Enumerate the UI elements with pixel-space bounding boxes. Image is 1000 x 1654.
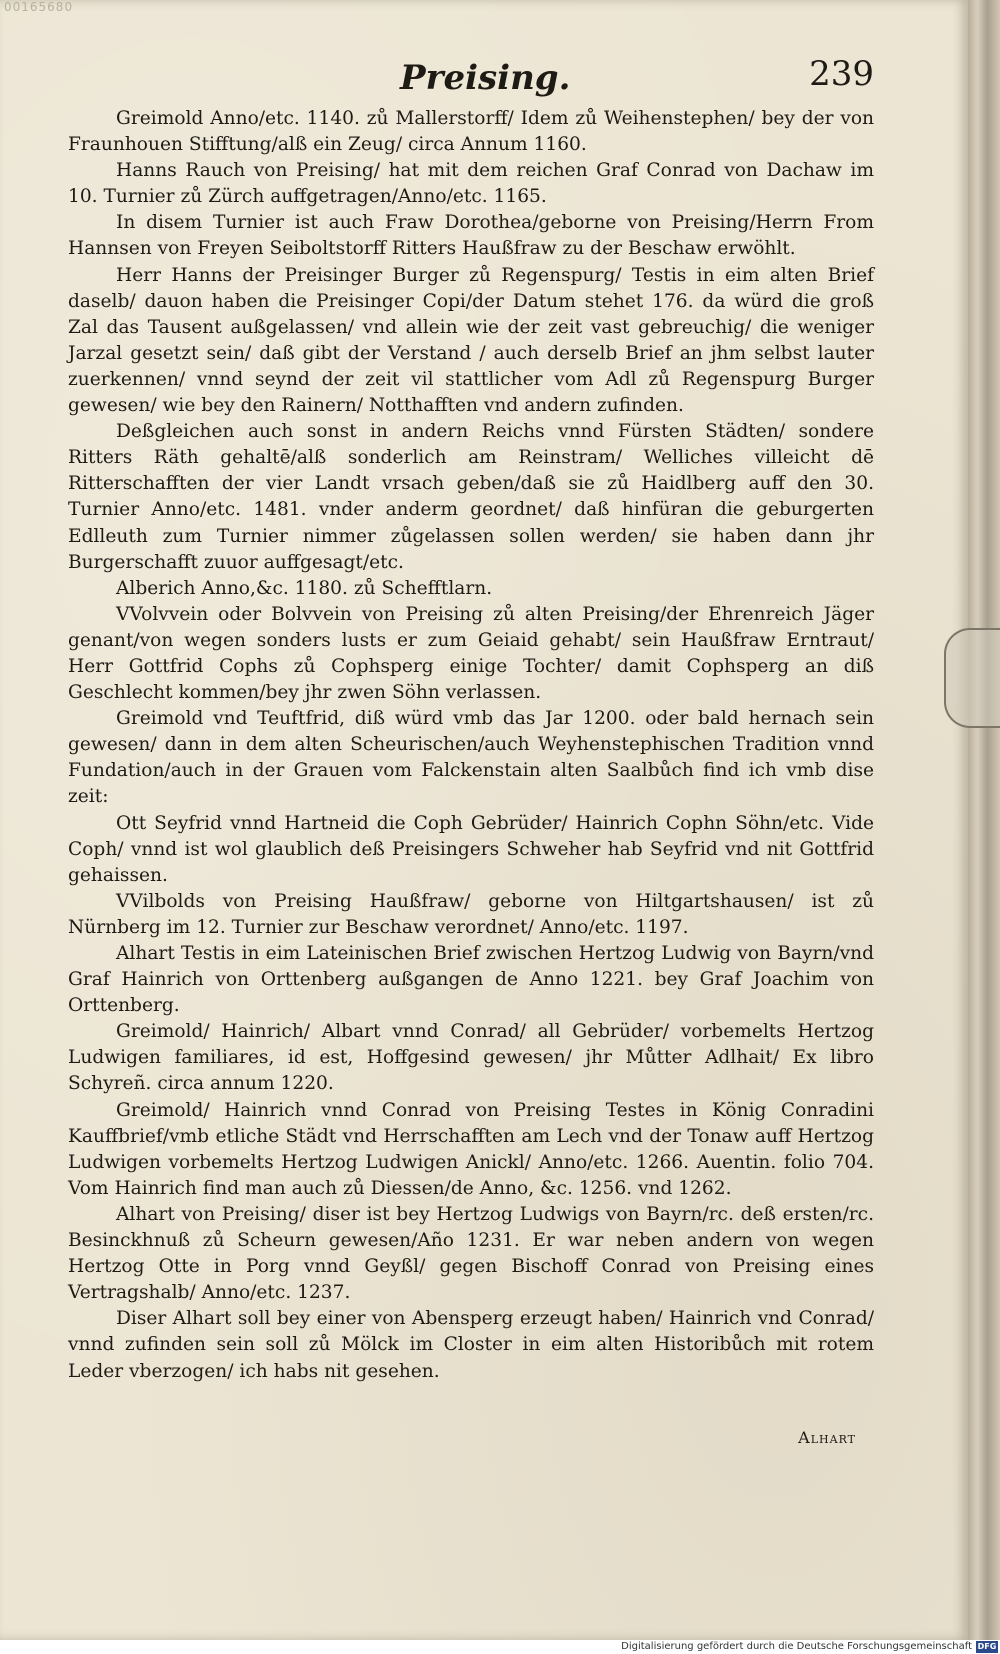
footer-bar <box>0 1640 1000 1654</box>
paragraph: In disem Turnier ist auch Fraw Dorothea/geborne von Preising/Herrn From Hannsen von Freyen Seiboltstorff Ritters Haußfraw zu der Beschaw erwöhlt. <box>68 212 874 260</box>
main-text <box>68 106 874 1385</box>
paragraph: Hanns Rauch von Preising/ hat mit dem reichen Graf Conrad von Dachaw im 10. Turnier zů Zürch auffgetragen/Anno/etc. 1165. <box>68 160 874 208</box>
paragraph: Diser Alhart soll bey einer von Abensperg erzeugt haben/ Hainrich vnd Conrad/ vnnd zufinden sein soll zů Mölck im Closter in eim alten Historibůch mit rotem Leder vberzogen/ ich habs nit gesehen. <box>68 1308 874 1382</box>
page-header <box>60 54 880 102</box>
paragraph: Deßgleichen auch sonst in andern Reichs vnnd Fürsten Städten/ sondere Ritters Räth gehaltē/alß sonderlich am Reinstram/ Welliches villeicht dē Ritterschafften der vier Landt vrsach geben/daß sie zů Haidlberg auff den 30. Turnier Anno/etc. 1481. vnder anderm geordnet/ daß hinfüran die geburgerten Edlleuth zum Turnier nimmer zůgelassen sollen werden/ sie haben dann jhr Burgerschafft zuuor auffgesagt/etc. <box>68 421 874 573</box>
running-title: Preising. <box>400 58 571 98</box>
paragraph: VVilbolds von Preising Haußfraw/ geborne von Hiltgartshausen/ ist zů Nürnberg im 12. Turnier zur Beschaw verordnet/ Anno/etc. 1197. <box>68 890 874 938</box>
page-number: 239 <box>809 54 874 94</box>
book-edge <box>968 0 1000 1640</box>
paragraph: Ott Seyfrid vnnd Hartneid die Coph Gebrüder/ Hainrich Cophn Söhn/etc. Vide Coph/ vnnd ist wol glaublich deß Preisingers Schweher hab Seyfrid vnd nit Gottfrid gehaissen. <box>68 812 874 886</box>
dfg-logo: DFG <box>977 1642 997 1651</box>
page-tab-marker <box>944 628 1000 728</box>
paragraph: Greimold/ Hainrich/ Albart vnnd Conrad/ all Gebrüder/ vorbemelts Hertzog Ludwigen familiares, id est, Hoffgesind gewesen/ jhr Můtter Adlhait/ Ex libro Schyreñ. circa annum 1220. <box>68 1021 874 1095</box>
catalog-id: 00165680 <box>4 0 74 14</box>
paragraph: Greimold vnd Teuftfrid, diß würd vmb das Jar 1200. oder bald hernach sein gewesen/ dann in dem alten Scheurischen/auch Weyhenstephischen Tradition vnnd Fundation/auch in der Grauen vom Falckenstain alten Saalbůch find ich vmb dise zeit: <box>68 708 874 808</box>
paragraph: Herr Hanns der Preisinger Burger zů Regenspurg/ Testis in eim alten Brief daselb/ dauon haben die Preisinger Copi/der Datum stehet 176. da würd die groß Zal das Tausent außgelassen/ vnd allein wie der zeit vast gebreuchig/ die weniger Jarzal gesetzt sein/ daß gibt der Verstand / auch derselb Brief an jhm selbst lauter zuerkennen/ vnnd seynd der zeit vil stattlicher vom Adl zů Regenspurg Burger gewesen/ wie bey den Rainern/ Notthafften vnd andern zufinden. <box>68 264 874 417</box>
paragraph: Alhart Testis in eim Lateinischen Brief zwischen Hertzog Ludwig von Bayrn/vnd Graf Hainrich von Orttenberg außgangen de Anno 1221. bey Graf Joachim von Orttenberg. <box>68 943 874 1017</box>
paragraph: Greimold Anno/etc. 1140. zů Mallerstorff/ Idem zů Weihenstephen/ bey der von Fraunhouen Stifftung/alß ein Zeug/ circa Annum 1160. <box>68 108 874 156</box>
paragraph: Alberich Anno,&c. 1180. zů Schefftlarn. <box>116 577 493 599</box>
catchword: Alhart <box>798 1428 856 1447</box>
paragraph: VVolvvein oder Bolvvein von Preising zů alten Preising/der Ehrenreich Jäger genant/von wegen sonders lusts er zum Geiaid gehabt/ sein Haußfraw Erntraut/ Herr Gottfrid Cophs zů Cophsperg einige Tochter/ damit Cophsperg an diß Geschlecht kommen/bey jhr zwen Söhn verlassen. <box>68 603 874 704</box>
funding-credit: Digitalisierung gefördert durch die Deutsche Forschungsgemeinschaft <box>621 1641 972 1652</box>
paragraph: Alhart von Preising/ diser ist bey Hertzog Ludwigs von Bayrn/rc. deß ersten/rc. Besinckhnuß zů Scheurn gewesen/Año 1231. Er war neben andern von wegen Hertzog Otte in Porg vnnd Geyßl/ gegen Bischoff Conrad von Preising eines Vertragshalb/ Anno/etc. 1237. <box>68 1203 874 1304</box>
paragraph: Greimold/ Hainrich vnnd Conrad von Preising Testes in König Conradini Kauffbrief/vmb etliche Städt vnd Herrschafften am Lech vnd der Tonaw auff Hertzog Ludwigen vorbemelts Hertzog Ludwigen Anickl/ Anno/etc. 1266. Auentin. folio 704. Vom Hainrich find man auch zů Diessen/de Anno, &c. 1256. vnd 1262. <box>68 1099 874 1199</box>
